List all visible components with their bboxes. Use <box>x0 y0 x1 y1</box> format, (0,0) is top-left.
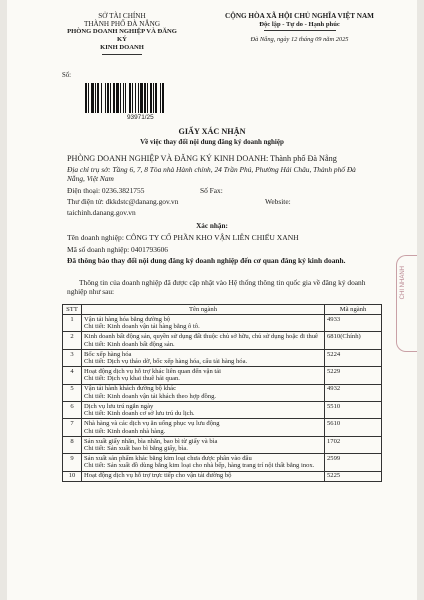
row-code: 5610 <box>325 419 382 436</box>
issuer-underline <box>102 54 142 55</box>
company-name: Tên doanh nghiệp: CÔNG TY CỔ PHẦN KHO VẬN LIÊN CHIỂU XANH <box>67 233 299 242</box>
office-website: taichinh.danang.gov.vn <box>67 208 136 217</box>
row-name: Vận tải hàng hóa bằng đường bộ <box>84 315 171 323</box>
issuer-line-4: KINH DOANH <box>100 44 144 51</box>
row-stt: 9 <box>63 454 82 471</box>
table-row <box>63 436 382 453</box>
motto-underline <box>264 30 336 31</box>
row-name: Hoạt động dịch vụ hỗ trợ trực tiếp cho vận tải đường bộ <box>84 472 232 480</box>
document-page <box>7 0 417 600</box>
national-title: CỘNG HÒA XÃ HỘI CHỦ NGHĨA VIỆT NAM <box>225 12 374 20</box>
row-name-cell <box>82 384 325 401</box>
table-row <box>63 367 382 384</box>
table-header-row <box>63 305 382 315</box>
office-email: Thư điện tử: dkkdstc@danang.gov.vn <box>67 197 179 206</box>
row-detail: Chi tiết: Kinh doanh vận tải khách theo hợp đồng. <box>84 392 217 400</box>
business-lines-table <box>62 304 382 482</box>
row-name: Sản xuất sản phẩm khác bằng kim loại chưa được phân vào đâu <box>84 455 252 463</box>
row-stt: 3 <box>63 349 82 366</box>
row-name: Hoạt động dịch vụ hỗ trợ khác liên quan đến vận tải <box>84 368 221 376</box>
barcode-bar <box>164 83 165 113</box>
row-detail: Chi tiết: Sản xuất bao bì bằng giấy, bìa. <box>84 445 188 453</box>
row-name-cell <box>82 349 325 366</box>
row-code: 2599 <box>325 454 382 471</box>
issuer-line-1: SỞ TÀI CHÍNH <box>98 12 146 20</box>
row-code: 6810(Chính) <box>325 332 382 349</box>
row-stt: 8 <box>63 436 82 453</box>
row-name-cell <box>82 402 325 419</box>
national-motto: Độc lập - Tự do - Hạnh phúc <box>259 20 340 28</box>
confirm-heading: Xác nhận: <box>196 222 228 230</box>
row-detail: Chi tiết: Kinh doanh cơ sở lưu trú du lịch. <box>84 410 195 418</box>
table-row <box>63 419 382 436</box>
row-stt: 4 <box>63 367 82 384</box>
office-phone: Điện thoại: 0236.3821755 <box>67 186 145 195</box>
header-code: Mã ngành <box>325 305 382 315</box>
row-name-cell <box>82 419 325 436</box>
row-detail: Chi tiết: Kinh doanh bất động sản. <box>84 340 175 348</box>
table-row <box>63 384 382 401</box>
document-subtitle: Về việc thay đổi nội dung đăng ký doanh nghiệp <box>140 138 284 146</box>
row-stt: 5 <box>63 384 82 401</box>
issuer-line-2: THÀNH PHỐ ĐÀ NẴNG <box>83 20 161 28</box>
office-address: Địa chỉ trụ sở: Tầng 6, 7, 8 Tòa nhà Hành chính, 24 Trần Phú, Phường Hải Châu, Thành phố Đà Nẵng, Việt Nam <box>67 165 356 183</box>
row-stt: 7 <box>63 419 82 436</box>
row-detail: Chi tiết: Sản xuất đồ dùng bằng kim loại cho nhà bếp, hàng trang trí nội thất bằng inox. <box>84 462 315 470</box>
notice-statement: Đã thông báo thay đổi nội dung đăng ký doanh nghiệp đến cơ quan đăng ký kinh doanh. <box>67 256 346 265</box>
document-number-label: Số: <box>62 72 72 79</box>
issuer-header <box>62 12 182 55</box>
row-detail: Chi tiết: Kinh doanh vận tải hàng bằng ô tô. <box>84 323 200 331</box>
row-code: 5225 <box>325 471 382 481</box>
row-code: 5224 <box>325 349 382 366</box>
row-name: Bốc xếp hàng hóa <box>84 350 132 358</box>
header-stt: STT <box>63 305 82 315</box>
table-row <box>63 471 382 481</box>
row-code: 5510 <box>325 402 382 419</box>
red-stamp-edge <box>396 255 417 352</box>
row-stt: 1 <box>63 315 82 332</box>
header-name: Tên ngành <box>82 305 325 315</box>
row-name: Sản xuất giấy nhăn, bìa nhăn, bao bì từ giấy và bìa <box>84 437 218 445</box>
notice-paragraph: Thông tin của doanh nghiệp đã được cập nhật vào Hệ thống thông tin quốc gia về đăng ký doanh nghiệp như sau: <box>67 278 366 296</box>
row-detail: Chi tiết: Dịch vụ khai thuê hải quan. <box>84 375 180 383</box>
barcode-number: 93971/25 <box>127 114 154 121</box>
company-code: Mã số doanh nghiệp: 0401793606 <box>67 245 168 254</box>
row-name-cell <box>82 436 325 453</box>
row-code: 4932 <box>325 384 382 401</box>
table-row <box>63 332 382 349</box>
row-name: Kinh doanh bất động sản, quyền sử dụng đất thuộc chủ sở hữu, chủ sử dụng hoặc đi thuê <box>84 333 318 341</box>
national-header <box>212 12 387 45</box>
row-name-cell <box>82 454 325 471</box>
row-name-cell <box>82 367 325 384</box>
document-title: GIẤY XÁC NHẬN <box>178 127 246 136</box>
document-date: Đà Nẵng, ngày 12 tháng 09 năm 2025 <box>250 36 349 43</box>
row-name-cell <box>82 315 325 332</box>
table-row <box>63 454 382 471</box>
row-name: Dịch vụ lưu trú ngắn ngày <box>84 402 154 410</box>
row-detail: Chi tiết: Dịch vụ tháo dỡ, bốc xếp hàng hóa, cẩu tải hàng hóa. <box>84 358 248 366</box>
row-detail: Chi tiết: Kinh doanh nhà hàng. <box>84 427 166 435</box>
table-row <box>63 315 382 332</box>
row-name-cell <box>82 471 325 481</box>
row-code: 5229 <box>325 367 382 384</box>
table-row <box>63 402 382 419</box>
row-code: 1702 <box>325 436 382 453</box>
office-fax: Số Fax: <box>200 186 223 195</box>
issuer-line-3: PHÒNG DOANH NGHIỆP VÀ ĐĂNG KÝ <box>67 28 177 43</box>
row-stt: 2 <box>63 332 82 349</box>
row-name-cell <box>82 332 325 349</box>
table-row <box>63 349 382 366</box>
row-code: 4933 <box>325 315 382 332</box>
barcode <box>85 83 173 113</box>
row-stt: 6 <box>63 402 82 419</box>
row-name: Nhà hàng và các dịch vụ ăn uống phục vụ lưu động <box>84 420 220 428</box>
row-name: Vận tải hành khách đường bộ khác <box>84 385 177 393</box>
office-website-label: Website: <box>265 197 291 206</box>
row-stt: 10 <box>63 471 82 481</box>
stamp-text: CHI NHÁNH <box>400 266 406 300</box>
office-name: PHÒNG DOANH NGHIỆP VÀ ĐĂNG KÝ KINH DOANH: Thành phố Đà Nẵng <box>67 154 337 163</box>
